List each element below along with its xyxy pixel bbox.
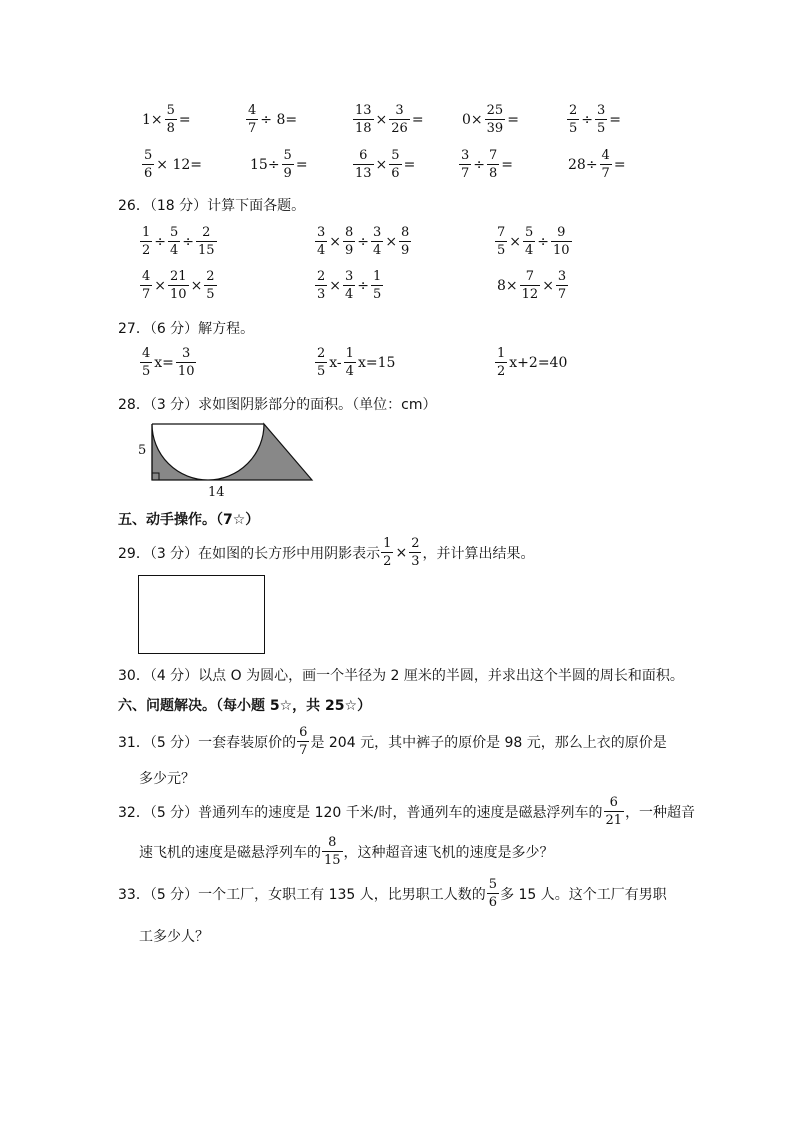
question-32 [118, 796, 695, 827]
fraction: $\frac{6}{13}$ [355, 148, 372, 181]
calc-row-c-3 [494, 226, 573, 257]
fraction: $\frac{1}{2}$ [142, 225, 151, 258]
math-token: x= [154, 354, 174, 371]
fraction: $\frac{25}{39}$ [486, 103, 504, 136]
calc-row-a-4 [461, 104, 520, 135]
calc-row-d-2 [314, 270, 384, 301]
fraction: $\frac{5}{9}$ [283, 148, 292, 181]
fraction: $\frac{5}{6}$ [144, 148, 153, 181]
math-token: ÷ [357, 277, 370, 294]
math-token: ÷ [473, 156, 486, 173]
calc-row-d-1 [139, 270, 218, 301]
math-token: = [411, 111, 424, 128]
calc-row-b-4 [458, 149, 514, 180]
math-token: = [501, 156, 514, 173]
fraction: $\frac{5}{4}$ [170, 225, 179, 258]
calc-row-b-2 [249, 149, 309, 180]
fraction: $\frac{13}{18}$ [355, 103, 372, 136]
calc-row-b-1 [141, 149, 203, 180]
fraction: $\frac{3}{5}$ [597, 103, 606, 136]
math-token: x=15 [357, 354, 396, 371]
fraction: $\frac{2}{15}$ [198, 225, 215, 258]
fraction: $\frac{4}{5}$ [142, 346, 151, 379]
fraction: $\frac{3}{10}$ [177, 346, 195, 379]
q33-fraction: $\frac{5}{6}$ [488, 877, 498, 910]
math-token: 28÷ [568, 156, 598, 173]
q32-lead: 32．（5 分）普通列车的速度是 120 千米/时，普通列车的速度是磁悬浮列车的 [118, 804, 603, 821]
calc-row-d-3 [496, 270, 569, 301]
calc-row-c-1 [139, 226, 218, 257]
calc-row-b-5 [567, 149, 627, 180]
question-31 [118, 726, 667, 757]
equation-3 [494, 347, 568, 378]
math-token: ÷ [154, 233, 167, 250]
fraction: $\frac{1}{5}$ [373, 269, 382, 302]
math-token: × [509, 233, 522, 250]
shaded-region [152, 424, 312, 480]
q29-lead: 29．（3 分）在如图的长方形中用阴影表示 [118, 545, 381, 562]
math-token: ÷ [357, 233, 370, 250]
q32-line2-tail: ，这种超音速飞机的速度是多少？ [343, 844, 554, 861]
math-token: × [375, 156, 388, 173]
question-26: 26．（18 分）计算下面各题。 [118, 198, 306, 214]
q33-lead: 33．（5 分）一个工厂，女职工有 135 人，比男职工人数的 [118, 886, 486, 903]
fraction: $\frac{3}{26}$ [391, 103, 408, 136]
math-token: = [613, 156, 626, 173]
math-token: 8× [497, 277, 518, 294]
calc-row-a-2 [245, 104, 298, 135]
math-token: 15÷ [250, 156, 280, 173]
fraction: $\frac{7}{8}$ [489, 148, 498, 181]
section-6-heading: 六、问题解决。（每小题 5☆，共 25☆） [118, 698, 372, 714]
calc-row-c-2 [314, 226, 412, 257]
fraction: $\frac{3}{4}$ [345, 269, 354, 302]
question-31-line2: 多少元？ [139, 771, 195, 787]
fraction: $\frac{8}{9}$ [345, 225, 354, 258]
fraction: $\frac{5}{4}$ [525, 225, 534, 258]
fraction: $\frac{2}{5}$ [569, 103, 578, 136]
fraction: $\frac{8}{9}$ [401, 225, 410, 258]
question-27: 27．（6 分）解方程。 [118, 321, 255, 337]
q31-tail: 是 204 元，其中裤子的原价是 98 元，那么上衣的原价是 [310, 734, 667, 751]
q32-fraction-2: $\frac{8}{15}$ [324, 835, 341, 868]
fraction: $\frac{7}{12}$ [521, 269, 539, 302]
fraction: $\frac{2}{5}$ [206, 269, 215, 302]
question-33 [118, 878, 667, 909]
shaded-area-figure [130, 418, 320, 502]
fraction: $\frac{3}{7}$ [461, 148, 470, 181]
section-5-heading: 五、动手操作。（7☆） [118, 512, 260, 528]
fraction: $\frac{2}{5}$ [317, 346, 326, 379]
fraction: $\frac{21}{10}$ [170, 269, 187, 302]
math-token: = [507, 111, 519, 128]
fraction: $\frac{3}{4}$ [373, 225, 382, 258]
fraction: $\frac{4}{7}$ [142, 269, 151, 302]
q31-fraction: $\frac{6}{7}$ [299, 725, 308, 758]
calc-row-a-5 [566, 104, 622, 135]
math-token: = [609, 111, 622, 128]
question-28: 28．（3 分）求如图阴影部分的面积。（单位：cm） [118, 397, 437, 413]
math-token: × [190, 277, 203, 294]
question-33-line2: 工多少人？ [139, 929, 209, 945]
q29-fraction-2: $\frac{2}{3}$ [411, 536, 420, 569]
calc-row-a-1 [141, 104, 192, 135]
math-token: × [385, 233, 398, 250]
equation-1 [139, 347, 197, 378]
math-token: ÷ 8= [260, 111, 298, 128]
math-token: × [329, 233, 342, 250]
q29-tail: ，并计算出结果。 [422, 545, 535, 562]
fraction: $\frac{9}{10}$ [553, 225, 570, 258]
q33-tail: 多 15 人。这个工厂有男职 [500, 886, 667, 903]
fraction: $\frac{5}{8}$ [166, 103, 175, 136]
blank-rectangle[interactable] [138, 575, 265, 654]
fraction: $\frac{4}{7}$ [601, 148, 610, 181]
fraction: $\frac{4}{7}$ [248, 103, 257, 136]
width-label: 14 [208, 485, 225, 500]
fraction: $\frac{1}{2}$ [497, 346, 506, 379]
math-token: × [329, 277, 342, 294]
height-label: 5 [138, 443, 147, 458]
math-token: ÷ [537, 233, 550, 250]
math-token: x- [329, 354, 342, 371]
q29-fraction-1: $\frac{1}{2}$ [383, 536, 392, 569]
calc-row-b-3 [352, 149, 416, 180]
math-token: x+2=40 [509, 354, 568, 371]
math-token: ÷ [581, 111, 594, 128]
q29-operator: × [395, 544, 408, 561]
equation-2 [314, 347, 396, 378]
math-token: × [542, 277, 554, 294]
question-29 [118, 537, 534, 568]
calc-row-a-3 [352, 104, 425, 135]
fraction: $\frac{5}{6}$ [391, 148, 400, 181]
q32-tail: ，一种超音 [625, 804, 696, 821]
math-token: = [295, 156, 308, 173]
fraction: $\frac{3}{7}$ [557, 269, 567, 302]
fraction: $\frac{3}{4}$ [317, 225, 326, 258]
math-token: 1× [142, 111, 163, 128]
math-token: = [178, 111, 191, 128]
question-30: 30．（4 分）以点 O 为圆心，画一个半径为 2 厘米的半圆，并求出这个半圆的周长和面积。 [118, 668, 684, 684]
q32-fraction-1: $\frac{6}{21}$ [605, 795, 623, 828]
math-token: × 12= [156, 156, 203, 173]
math-token: ÷ [182, 233, 195, 250]
math-token: × [154, 277, 167, 294]
question-32-line2 [139, 836, 554, 867]
math-token: 0× [462, 111, 483, 128]
fraction: $\frac{2}{3}$ [317, 269, 326, 302]
math-token: = [403, 156, 416, 173]
math-token: × [375, 111, 388, 128]
fraction: $\frac{1}{4}$ [345, 346, 354, 379]
fraction: $\frac{7}{5}$ [497, 225, 506, 258]
q32-line2-lead: 速飞机的速度是磁悬浮列车的 [139, 844, 321, 861]
q31-lead: 31．（5 分）一套春装原价的 [118, 734, 297, 751]
